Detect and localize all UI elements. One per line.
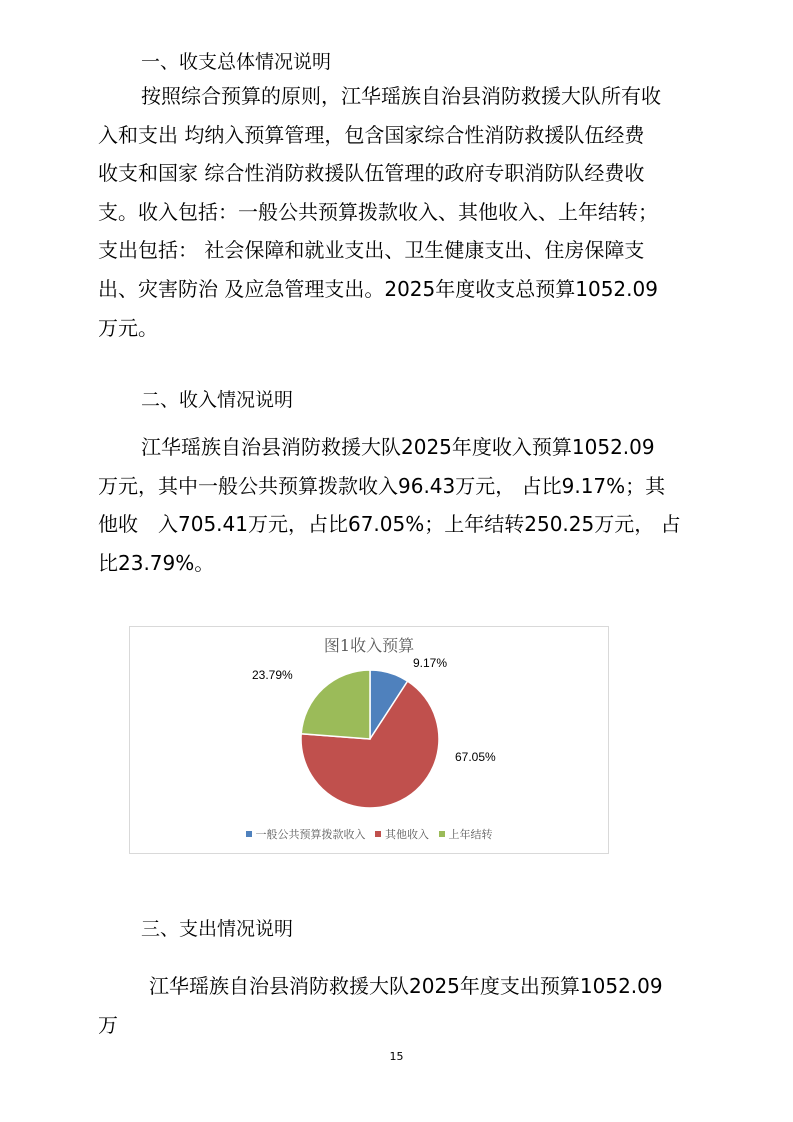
text-line: 万元。	[98, 315, 158, 340]
chart-title: 图1收入预算	[323, 636, 415, 655]
pie-slice-3	[301, 670, 370, 739]
text-line: 江华瑶族自治县消防救援大队2025年度支出预算1052.09	[149, 974, 663, 998]
chart-legend	[130, 826, 608, 842]
paragraph-expenditure	[98, 967, 698, 1044]
legend-swatch	[246, 831, 252, 837]
paragraph-income	[98, 428, 698, 582]
text-line: 按照综合预算的原则，江华瑶族自治县消防救援大队所有收	[141, 84, 661, 108]
income-budget-chart	[129, 626, 609, 854]
paragraph-overview	[98, 77, 698, 347]
section-heading-income: 二、收入情况说明	[141, 389, 294, 411]
pie-data-label: 9.17%	[413, 656, 448, 670]
legend-label: 上年结转	[448, 828, 493, 841]
page-number: 15	[389, 1050, 404, 1063]
text-line: 支。收入包括：一般公共预算拨款收入、其他收入、上年结转；	[98, 199, 658, 224]
text-line: 收支和国家 综合性消防救援队伍管理的政府专职消防队经费收	[98, 161, 645, 186]
section-heading-expenditure: 三、支出情况说明	[141, 918, 294, 940]
text-line: 他收 入705.41万元，占比67.05%；上年结转250.25万元， 占	[98, 512, 681, 537]
text-line: 比23.79%。	[98, 550, 215, 575]
legend-swatch	[375, 831, 381, 837]
legend-label: 其他收入	[385, 828, 429, 841]
text-line: 入和支出 均纳入预算管理，包含国家综合性消防救援队伍经费	[98, 122, 645, 147]
legend-item	[246, 826, 366, 842]
pie-chart-svg	[130, 627, 608, 853]
text-line: 江华瑶族自治县消防救援大队2025年度收入预算1052.09	[141, 435, 655, 459]
legend-item	[439, 826, 493, 842]
legend-label: 一般公共预算拨款收入	[255, 828, 366, 841]
legend-swatch	[439, 831, 445, 837]
legend-item	[375, 826, 429, 842]
text-line: 出、灾害防治 及应急管理支出。2025年度收支总预算1052.09	[98, 276, 658, 301]
pie-data-label: 23.79%	[252, 668, 293, 682]
text-line: 支出包括： 社会保障和就业支出、卫生健康支出、住房保障支	[98, 238, 645, 263]
text-line: 万元，其中一般公共预算拨款收入96.43万元， 占比9.17%；其	[98, 473, 666, 498]
text-line: 万	[98, 1012, 118, 1037]
pie-data-label: 67.05%	[455, 750, 496, 764]
section-heading-overview: 一、收支总体情况说明	[141, 51, 332, 73]
